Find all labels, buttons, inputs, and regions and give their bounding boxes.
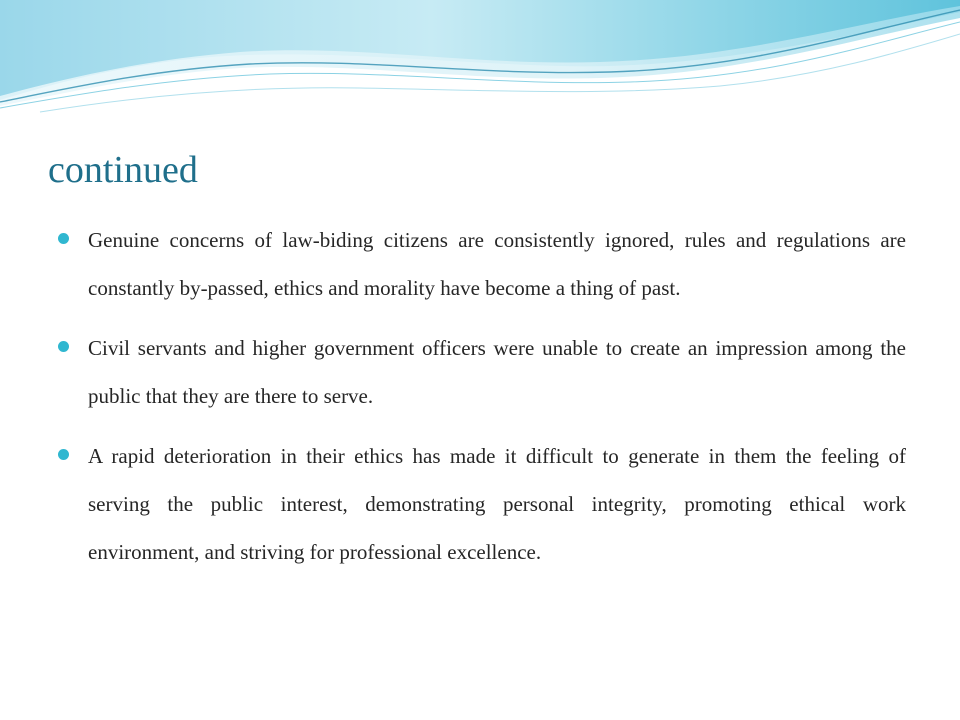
bullet-item-1: Genuine concerns of law-biding citizens are consistently ignored, rules and regulations are constantly by-passed, ethics and morality have become a thing of past. (56, 216, 906, 312)
bullet-item-3: A rapid deterioration in their ethics has made it difficult to generate in them the feeling of serving the public interest, demonstrating personal integrity, promoting ethical work environment, and striving for professional excellence. (56, 432, 906, 576)
wave-banner-decoration (0, 0, 960, 115)
bullet-item-2: Civil servants and higher government officers were unable to create an impression among the public that they are there to serve. (56, 324, 906, 420)
slide-title: continued (48, 149, 198, 191)
bullet-list (56, 216, 906, 588)
